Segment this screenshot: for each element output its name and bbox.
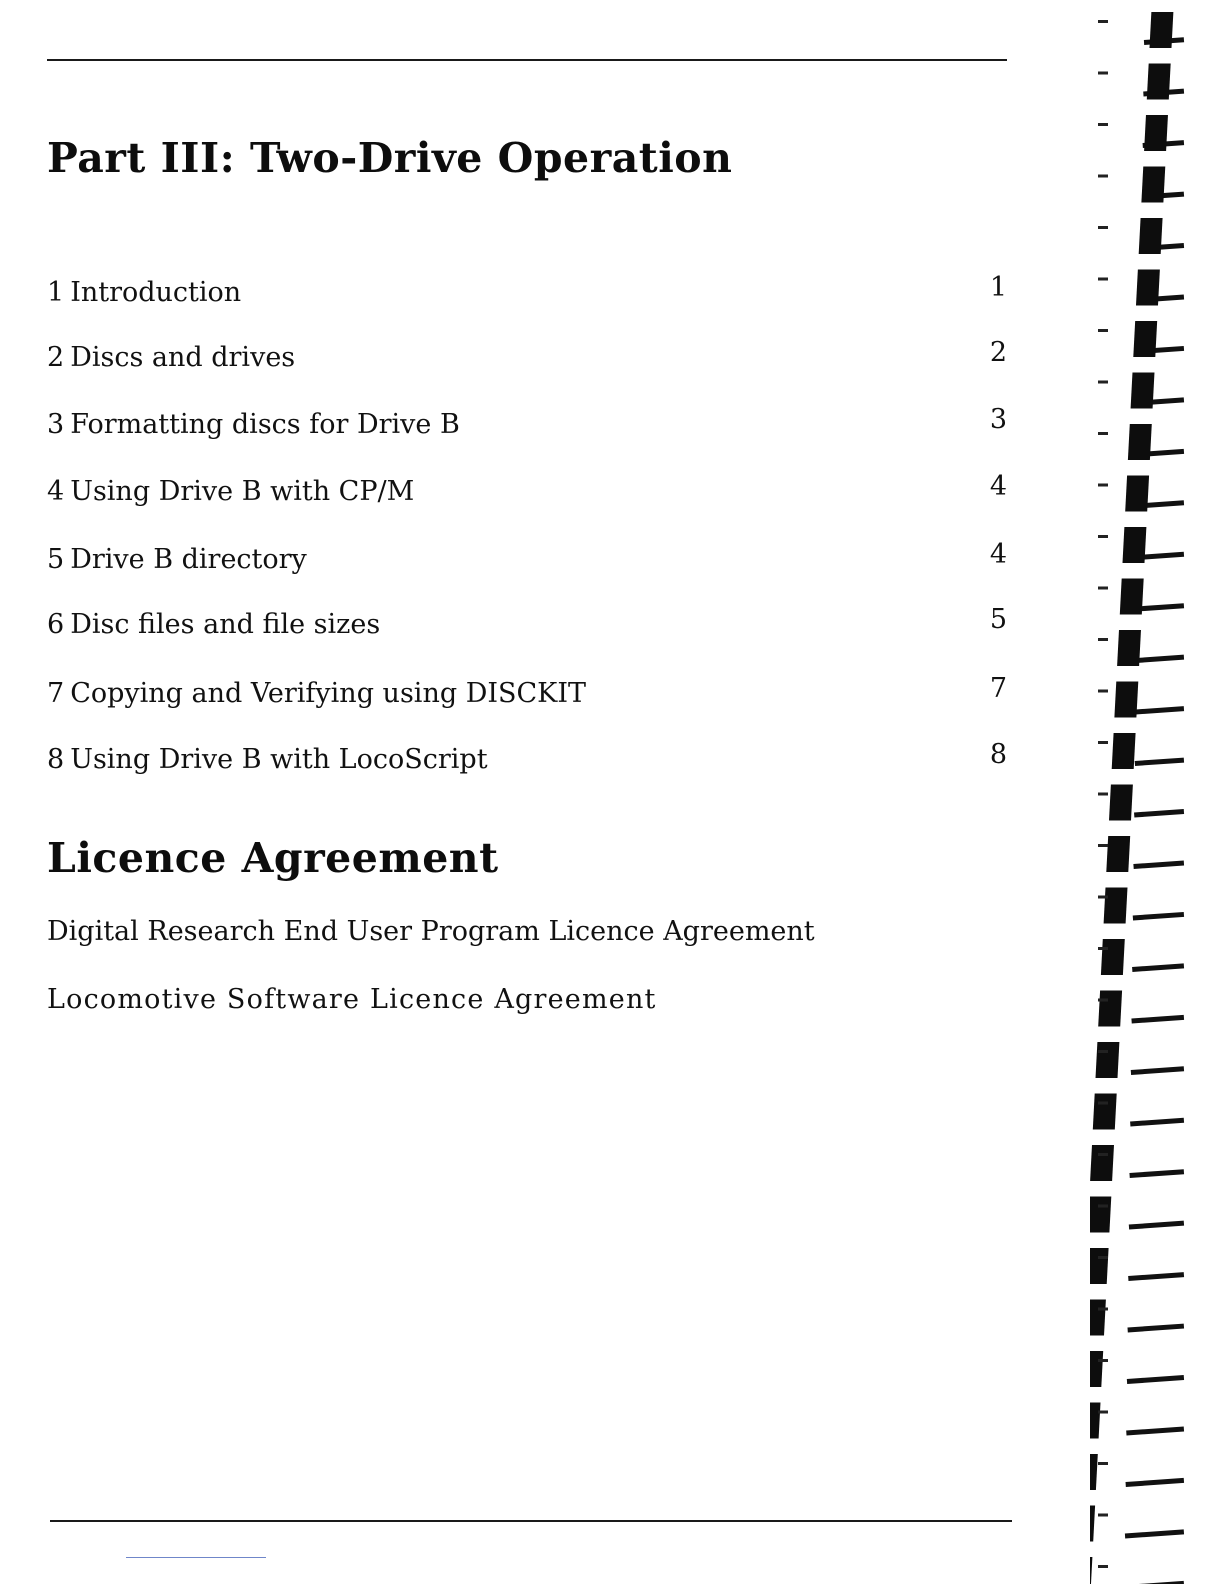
binding-ring (1090, 1506, 1184, 1542)
toc-entry-title: Discs and drives (70, 342, 296, 373)
toc-entry-title: Drive B directory (70, 544, 307, 575)
bottom-rule (50, 1520, 1012, 1522)
binding-ring (1098, 321, 1184, 357)
toc-entry-number: 1 (47, 277, 65, 308)
toc-entry[interactable] (47, 404, 1007, 449)
toc-entry[interactable] (47, 272, 1007, 317)
binding-ring (1090, 1454, 1184, 1490)
toc-entry-page: 3 (989, 404, 1007, 435)
binding-ring (1098, 785, 1184, 821)
toc-entry[interactable] (47, 673, 1007, 718)
footer-link-underline (126, 1557, 266, 1558)
toc-entry[interactable] (47, 471, 1007, 516)
binding-ring (1098, 476, 1184, 512)
toc-entry-page: 5 (989, 604, 1007, 635)
binding-ring (1098, 373, 1184, 409)
binding-ring (1090, 1557, 1184, 1584)
toc-entry-title: Copying and Verifying using DISCKIT (70, 678, 587, 709)
binding-ring (1090, 1300, 1184, 1336)
binding-ring (1098, 888, 1184, 924)
toc-entry-page: 8 (989, 739, 1007, 770)
binding-ring (1098, 527, 1184, 563)
toc-entry-title: Formatting discs for Drive B (70, 409, 460, 440)
binding-ring (1098, 733, 1184, 769)
toc-entry-title: Introduction (70, 277, 242, 308)
toc-entry-title: Disc files and file sizes (70, 609, 381, 640)
toc-entry-number: 6 (47, 609, 65, 640)
binding-ring (1090, 1351, 1184, 1387)
toc-entry-title: Using Drive B with LocoScript (70, 744, 488, 775)
binding-ring (1098, 579, 1184, 615)
toc-entry-number: 8 (47, 744, 65, 775)
binding-ring (1098, 270, 1184, 306)
binding-ring (1093, 1094, 1184, 1130)
binding-ring (1090, 1197, 1184, 1233)
toc-entry[interactable] (47, 739, 1007, 784)
toc-entry-page: 7 (989, 673, 1007, 704)
licence-item[interactable]: Digital Research End User Program Licence Agreement (47, 916, 815, 947)
binding-ring (1098, 424, 1184, 460)
binding-ring (1098, 991, 1184, 1027)
toc-entry[interactable] (47, 539, 1007, 584)
spiral-binding (1090, 0, 1224, 1584)
licence-item[interactable]: Locomotive Software Licence Agreement (47, 984, 657, 1015)
toc-entry-page: 1 (989, 272, 1007, 303)
binding-ring (1090, 1145, 1184, 1181)
toc-entry[interactable] (47, 337, 1007, 382)
binding-ring (1096, 1042, 1185, 1078)
top-rule (47, 59, 1007, 61)
toc-entry-number: 2 (47, 342, 65, 373)
binding-ring (1098, 939, 1184, 975)
toc-entry-number: 3 (47, 409, 65, 440)
binding-ring (1098, 682, 1184, 718)
binding-ring (1098, 167, 1184, 203)
toc-entry-page: 4 (989, 539, 1007, 570)
toc-entry-page: 2 (989, 337, 1007, 368)
binding-ring (1090, 1403, 1184, 1439)
part-heading: Part III: Two-Drive Operation (47, 134, 733, 182)
toc-entry-page: 4 (989, 471, 1007, 502)
binding-ring (1098, 630, 1184, 666)
toc-entry-number: 7 (47, 678, 65, 709)
binding-ring (1098, 64, 1184, 100)
toc-entry-title: Using Drive B with CP/M (70, 476, 415, 507)
toc-entry-number: 4 (47, 476, 65, 507)
binding-ring (1098, 115, 1184, 151)
binding-ring (1090, 1248, 1184, 1284)
licence-heading: Licence Agreement (47, 834, 499, 882)
toc-entry[interactable] (47, 604, 1007, 649)
toc-entry-number: 5 (47, 544, 65, 575)
binding-ring (1098, 218, 1184, 254)
binding-ring (1098, 836, 1184, 872)
binding-ring (1098, 12, 1184, 48)
